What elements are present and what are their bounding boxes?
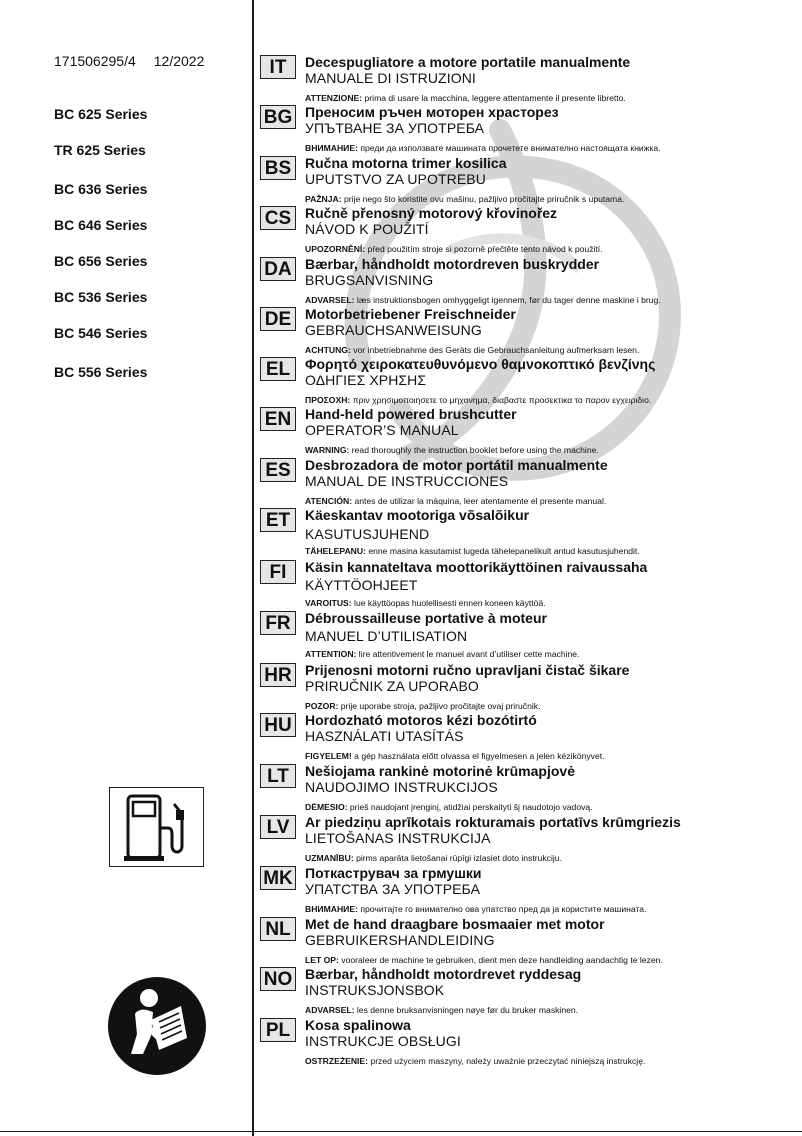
language-code-badge: LV: [260, 815, 296, 839]
document-date: 12/2022: [153, 53, 205, 69]
language-title: Käsin kannateltava moottorikäyttöinen raivaussaha: [305, 559, 648, 575]
language-code-badge: HR: [260, 663, 296, 687]
series-label: BC 656 Series: [54, 253, 148, 269]
language-subtitle: MANUEL D’UTILISATION: [305, 628, 468, 644]
language-code-badge: DA: [260, 257, 296, 281]
language-subtitle: KASUTUSJUHEND: [305, 526, 430, 542]
language-subtitle: NAUDOJIMO INSTRUKCIJOS: [305, 779, 498, 795]
language-warning: ATTENTION: lire attentivement le manuel avant d’utiliser cette machine.: [305, 649, 580, 659]
language-title: Kosa spalinowa: [305, 1017, 411, 1033]
language-warning: ATTENZIONE: prima di usare la macchina, leggere attentamente il presente libretto.: [305, 93, 626, 103]
language-subtitle: LIETOŠANAS INSTRUKCIJA: [305, 830, 491, 846]
language-code-badge: DE: [260, 307, 296, 331]
language-subtitle: OPERATOR’S MANUAL: [305, 422, 459, 438]
language-subtitle: GEBRUIKERSHANDLEIDING: [305, 932, 495, 948]
language-warning: ATENCIÓN: antes de utilizar la máquina, leer atentamente el presente manual.: [305, 496, 607, 506]
language-warning: ВНИМАНИЕ: преди да използвате машината прочетете внимателно настоящата книжка.: [305, 143, 661, 153]
language-subtitle: NÁVOD K POUŽITÍ: [305, 221, 429, 237]
language-title: Decespugliatore a motore portatile manualmente: [305, 54, 631, 70]
language-code-badge: ET: [260, 508, 296, 532]
language-subtitle: УПАТСТВА ЗА УПОТРЕБА: [305, 881, 481, 897]
language-code-badge: ES: [260, 458, 296, 482]
language-subtitle: INSTRUKSJONSBOK: [305, 982, 445, 998]
language-warning: VAROITUS: lue käyttöopas huolellisesti ennen koneen käyttöä.: [305, 598, 546, 608]
series-label: BC 536 Series: [54, 289, 148, 305]
language-title: Débroussailleuse portative à moteur: [305, 610, 547, 626]
fuel-pump-icon-frame: [109, 787, 204, 867]
language-subtitle: UPUTSTVO ZA UPOTREBU: [305, 171, 486, 187]
column-divider: [252, 0, 254, 1136]
language-title: Desbrozadora de motor portátil manualmente: [305, 457, 608, 473]
language-warning: ΠΡΟΣΟΧΗ: πριν χρησιμοποιησετε το μηχανημα, διαβαστε προσεκτικα το παρον εγχειριδιο.: [305, 395, 652, 405]
language-warning: ACHTUNG: vor inbetriebnahme des Geräts die Gebrauchsanleitung aufmerksam lesen.: [305, 345, 640, 355]
language-warning: LET OP: vooraleer de machine te gebruiken, dient men deze handleiding aandachtig te lezen.: [305, 955, 663, 965]
language-warning: UZMANĪBU: pirms aparāta lietošanai rūpīgi izlasiet doto instrukciju.: [305, 853, 562, 863]
language-subtitle: INSTRUKCJE OBSŁUGI: [305, 1033, 461, 1049]
language-title: Motorbetriebener Freischneider: [305, 306, 516, 322]
language-subtitle: MANUAL DE INSTRUCCIONES: [305, 473, 509, 489]
language-warning: POZOR: prije uporabe stroja, pažljivo pročitajte ovaj priručnik.: [305, 701, 541, 711]
language-subtitle: УПЪТВАНЕ ЗА УПОТРЕБА: [305, 120, 485, 136]
language-code-badge: EL: [260, 357, 296, 381]
language-code-badge: IT: [260, 55, 296, 79]
language-title: Ar piedziņu aprīkotais rokturamais portatīvs krūmgriezis: [305, 814, 681, 830]
language-subtitle: KÄYTTÖOHJEET: [305, 577, 418, 593]
language-warning: FIGYELEM! a gép használata előtt olvassa el figyelmesen a jelen kézikönyvet.: [305, 751, 605, 761]
language-subtitle: PRIRUČNIK ZA UPORABO: [305, 678, 479, 694]
language-code-badge: BG: [260, 105, 296, 129]
language-title: Hand-held powered brushcutter: [305, 406, 517, 422]
language-warning: TÄHELEPANU: enne masina kasutamist lugeda tähelepanelikult antud kasutusjuhendit.: [305, 546, 640, 556]
language-warning: DĖMESIO: prieš naudojant įrenginį, atidžiai perskaityti šį naudotojo vadovą.: [305, 802, 593, 812]
language-code-badge: NL: [260, 917, 296, 941]
language-code-badge: BS: [260, 156, 296, 180]
bottom-rule: [0, 1131, 802, 1132]
language-title: Поткаструвач за грмушки: [305, 865, 482, 881]
language-title: Bærbar, håndholdt motordreven buskrydder: [305, 256, 600, 272]
language-subtitle: BRUGSANVISNING: [305, 272, 434, 288]
document-number: [54, 53, 204, 69]
language-code-badge: MK: [260, 866, 296, 890]
language-subtitle: ΟΔΗΓΙΕΣ ΧΡΗΣΗΣ: [305, 372, 427, 388]
language-title: Ručna motorna trimer kosilica: [305, 155, 507, 171]
language-code-badge: NO: [260, 967, 296, 991]
language-warning: PAŽNJA: prije nego što koristite ovu mašinu, pažljivo pročitajte priručnik s uputama.: [305, 194, 625, 204]
language-code-badge: PL: [260, 1018, 296, 1042]
language-title: Ručně přenosný motorový křovinořez: [305, 205, 558, 221]
language-warning: WARNING: read thoroughly the instruction booklet before using the machine.: [305, 445, 599, 455]
series-label: TR 625 Series: [54, 142, 146, 158]
language-code-badge: CS: [260, 206, 296, 230]
language-title: Prijenosni motorni ručno upravljani čistač šikare: [305, 662, 630, 678]
language-code-badge: FR: [260, 611, 296, 635]
language-subtitle: HASZNÁLATI UTASÍTÁS: [305, 728, 464, 744]
read-manual-icon: [107, 976, 207, 1076]
language-warning: UPOZORNĚNÍ: před použitím stroje si pozorně přečtěte tento návod k použití.: [305, 244, 603, 254]
series-label: BC 546 Series: [54, 325, 148, 341]
language-warning: ВНИМАНИЕ: прочитајте го внимателно ова упатство пред да ја користите машината.: [305, 904, 647, 914]
series-label: BC 636 Series: [54, 181, 148, 197]
language-code-badge: HU: [260, 713, 296, 737]
language-title: Käeskantav mootoriga võsalõikur: [305, 507, 530, 523]
language-code-badge: LT: [260, 764, 296, 788]
language-title: Nešiojama rankinė motorinė krūmapjovė: [305, 763, 575, 779]
language-warning: ADVARSEL: les denne bruksanvisningen nøye før du bruker maskinen.: [305, 1005, 579, 1015]
language-title: Met de hand draagbare bosmaaier met motor: [305, 916, 605, 932]
document-code: 171506295/4: [54, 53, 136, 69]
series-label: BC 556 Series: [54, 364, 148, 380]
series-label: BC 625 Series: [54, 106, 148, 122]
language-title: Φορητό χειροκατευθυνόμενο θαμνοκοπτικό βενζίνης: [305, 356, 656, 372]
language-title: Bærbar, håndholdt motordrevet ryddesag: [305, 966, 582, 982]
series-label: BC 646 Series: [54, 217, 148, 233]
language-warning: OSTRZEŻENIE: przed użyciem maszyny, należy uważnie przeczytać niniejszą instrukcję.: [305, 1056, 646, 1066]
language-code-badge: FI: [260, 560, 296, 584]
language-subtitle: MANUALE DI ISTRUZIONI: [305, 70, 476, 86]
language-title: Hordozható motoros kézi bozótirtó: [305, 712, 537, 728]
language-code-badge: EN: [260, 407, 296, 431]
language-subtitle: GEBRAUCHSANWEISUNG: [305, 322, 482, 338]
language-title: Преносим ръчен моторен храсторез: [305, 104, 559, 120]
fuel-pump-icon: [110, 788, 203, 866]
language-warning: ADVARSEL: læs instruktionsbogen omhyggeligt igennem, før du tager denne maskine i brug.: [305, 295, 661, 305]
